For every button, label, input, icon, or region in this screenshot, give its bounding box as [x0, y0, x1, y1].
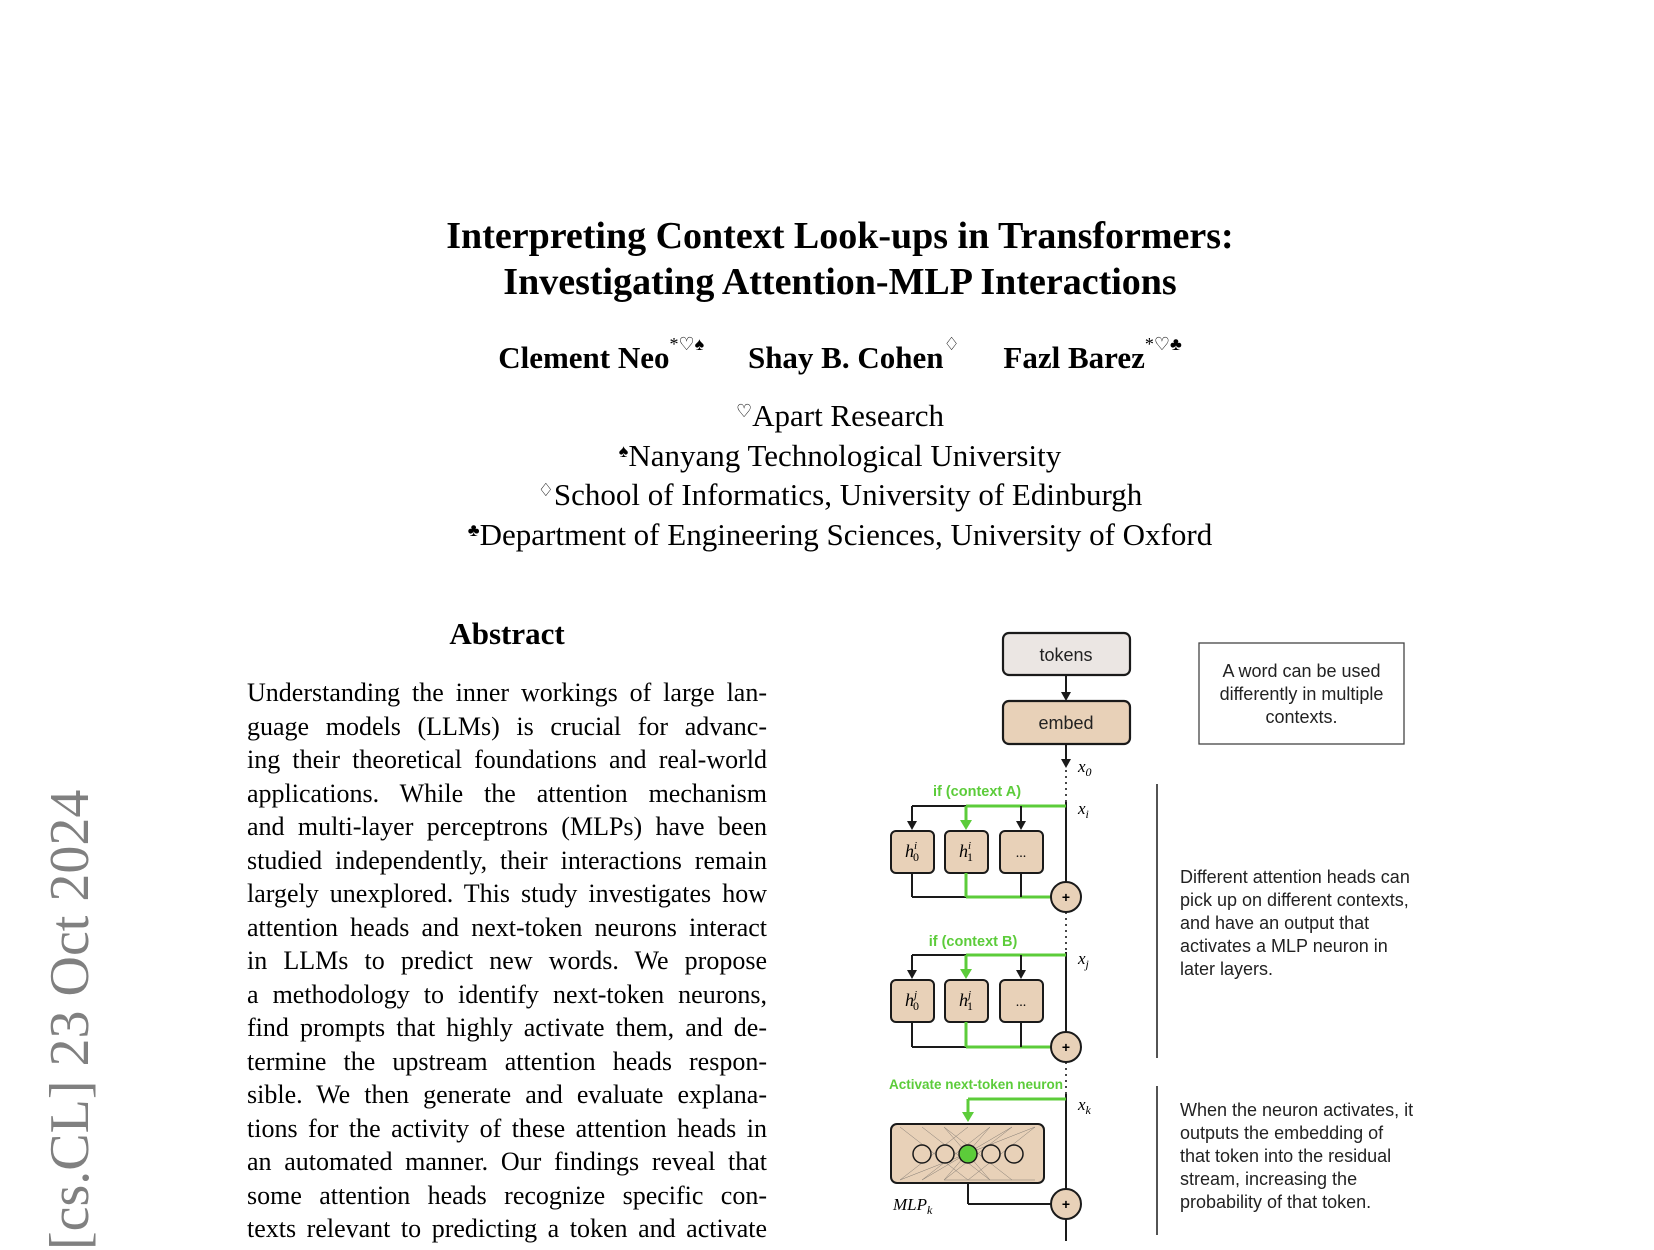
abstract-line: and multi-layer perceptrons (MLPs) have been [247, 812, 767, 841]
svg-text:...: ... [1015, 846, 1027, 861]
svg-text:hi1: $h^i$ 1 [958, 840, 974, 864]
arxiv-stamp: [cs.CL] 23 Oct 2024 [39, 789, 101, 1250]
affiliation-mark: ♢ [537, 480, 554, 500]
abstract-line: an automated manner. Our findings reveal that [247, 1147, 767, 1176]
abstract-line: in LLMs to predict new words. We propose [247, 946, 767, 975]
svg-text:+: + [1061, 1039, 1071, 1055]
author-marks: *♡♣ [1144, 334, 1182, 354]
svg-text:+: + [1061, 1196, 1071, 1212]
affiliation-name: Nanyang Technological University [628, 437, 1062, 473]
neuron [913, 1145, 931, 1163]
abstract-line: ing their theoretical foundations and real-world [247, 745, 767, 774]
abstract-line: attention heads and next-token neurons interact [247, 912, 767, 942]
abstract-line: find prompts that highly activate them, and de- [247, 1013, 767, 1042]
svg-text:hj0: $h^j$ 0 [904, 989, 920, 1013]
context-b-label: if (context B) [928, 934, 1018, 950]
affiliation-name: Apart Research [752, 398, 945, 433]
abstract-heading: Abstract [449, 616, 565, 651]
neuron [936, 1145, 954, 1163]
title-line-1: Interpreting Context Look-ups in Transformers: [446, 215, 1234, 257]
note-line: pick up on different contexts, [1180, 890, 1409, 910]
x0-label: $x_0$ [1078, 757, 1092, 779]
affiliation-name: Department of Engineering Sciences, University of Oxford [479, 516, 1213, 552]
svg-text:embed: embed [1038, 713, 1094, 733]
attention-block-j [891, 934, 1090, 1062]
mlp-k-label: $MLP_k$ [893, 1195, 933, 1217]
abstract-line: applications. While the attention mechanism [247, 778, 767, 808]
abstract-line: Understanding the inner workings of large lan- [247, 678, 767, 707]
author-name: Fazl Barez [1003, 340, 1145, 375]
svg-text:hj1: $h^j$ 1 [958, 989, 974, 1013]
neuron [1005, 1145, 1023, 1163]
arrowhead-icon [1061, 759, 1071, 768]
author-marks: *♡♠ [669, 334, 705, 354]
note-bottom [1180, 1099, 1440, 1214]
neuron [982, 1145, 1000, 1163]
affiliation-mark: ♡ [735, 401, 753, 421]
embed-box [1003, 701, 1130, 744]
context-a-label: if (context A) [932, 784, 1022, 800]
xi-label: $x_i$ [1078, 799, 1089, 821]
arrowhead-icon [1061, 692, 1071, 701]
note-line: differently in multiple [1219, 684, 1384, 704]
note-line: stream, increasing the [1180, 1169, 1358, 1189]
note-line: later layers. [1180, 959, 1274, 979]
author-name: Clement Neo [498, 340, 670, 375]
activate-neuron-label: Activate next-token neuron [888, 1077, 1064, 1092]
note-line: A word can be used [1222, 661, 1381, 681]
title-line-2: Investigating Attention-MLP Interactions [503, 261, 1177, 303]
svg-text:...: ... [1015, 995, 1027, 1010]
affiliation-name: School of Informatics, University of Edinburgh [553, 477, 1143, 512]
note-line: contexts. [1265, 707, 1338, 727]
abstract-line: a methodology to identify next-token neurons, [247, 979, 767, 1009]
note-line: that token into the residual [1180, 1146, 1392, 1166]
tokens-box [1003, 633, 1130, 675]
abstract-line: largely unexplored. This study investigates how [247, 879, 767, 908]
note-middle [1180, 866, 1440, 981]
affiliation-mark: ♣ [467, 519, 480, 540]
abstract-line: texts relevant to predicting a token and activate [247, 1214, 767, 1243]
note-top [1199, 660, 1404, 729]
note-line: When the neuron activates, it [1180, 1100, 1414, 1120]
note-line: probability of that token. [1180, 1192, 1372, 1212]
svg-text:hi0: $h^i$ 0 [904, 840, 920, 864]
xk-label: $x_k$ [1078, 1095, 1091, 1117]
abstract-line: termine the upstream attention heads respon- [247, 1046, 767, 1076]
svg-text:tokens: tokens [1039, 645, 1093, 665]
note-line: outputs the embedding of [1180, 1123, 1384, 1143]
abstract-line: some attention heads recognize specific con- [247, 1180, 767, 1210]
mlp-block-k [889, 1077, 1092, 1219]
abstract-line: tions for the activity of these attention heads in [247, 1113, 767, 1143]
note-line: activates a MLP neuron in [1180, 936, 1388, 956]
xj-label: $x_j$ [1078, 949, 1089, 971]
svg-text:+: + [1061, 889, 1071, 905]
note-line: Different attention heads can [1180, 867, 1410, 887]
note-line: and have an output that [1180, 913, 1370, 933]
abstract-line: sible. We then generate and evaluate explana- [247, 1080, 767, 1109]
active-neuron [959, 1145, 977, 1163]
affiliation-mark: ♠ [618, 440, 629, 461]
abstract-line: studied independently, their interactions remain [247, 845, 767, 875]
author-marks: ♢ [943, 334, 960, 354]
abstract-line: guage models (LLMs) is crucial for advanc- [247, 711, 767, 741]
attention-block-i [891, 784, 1089, 912]
author-name: Shay B. Cohen [747, 340, 944, 375]
